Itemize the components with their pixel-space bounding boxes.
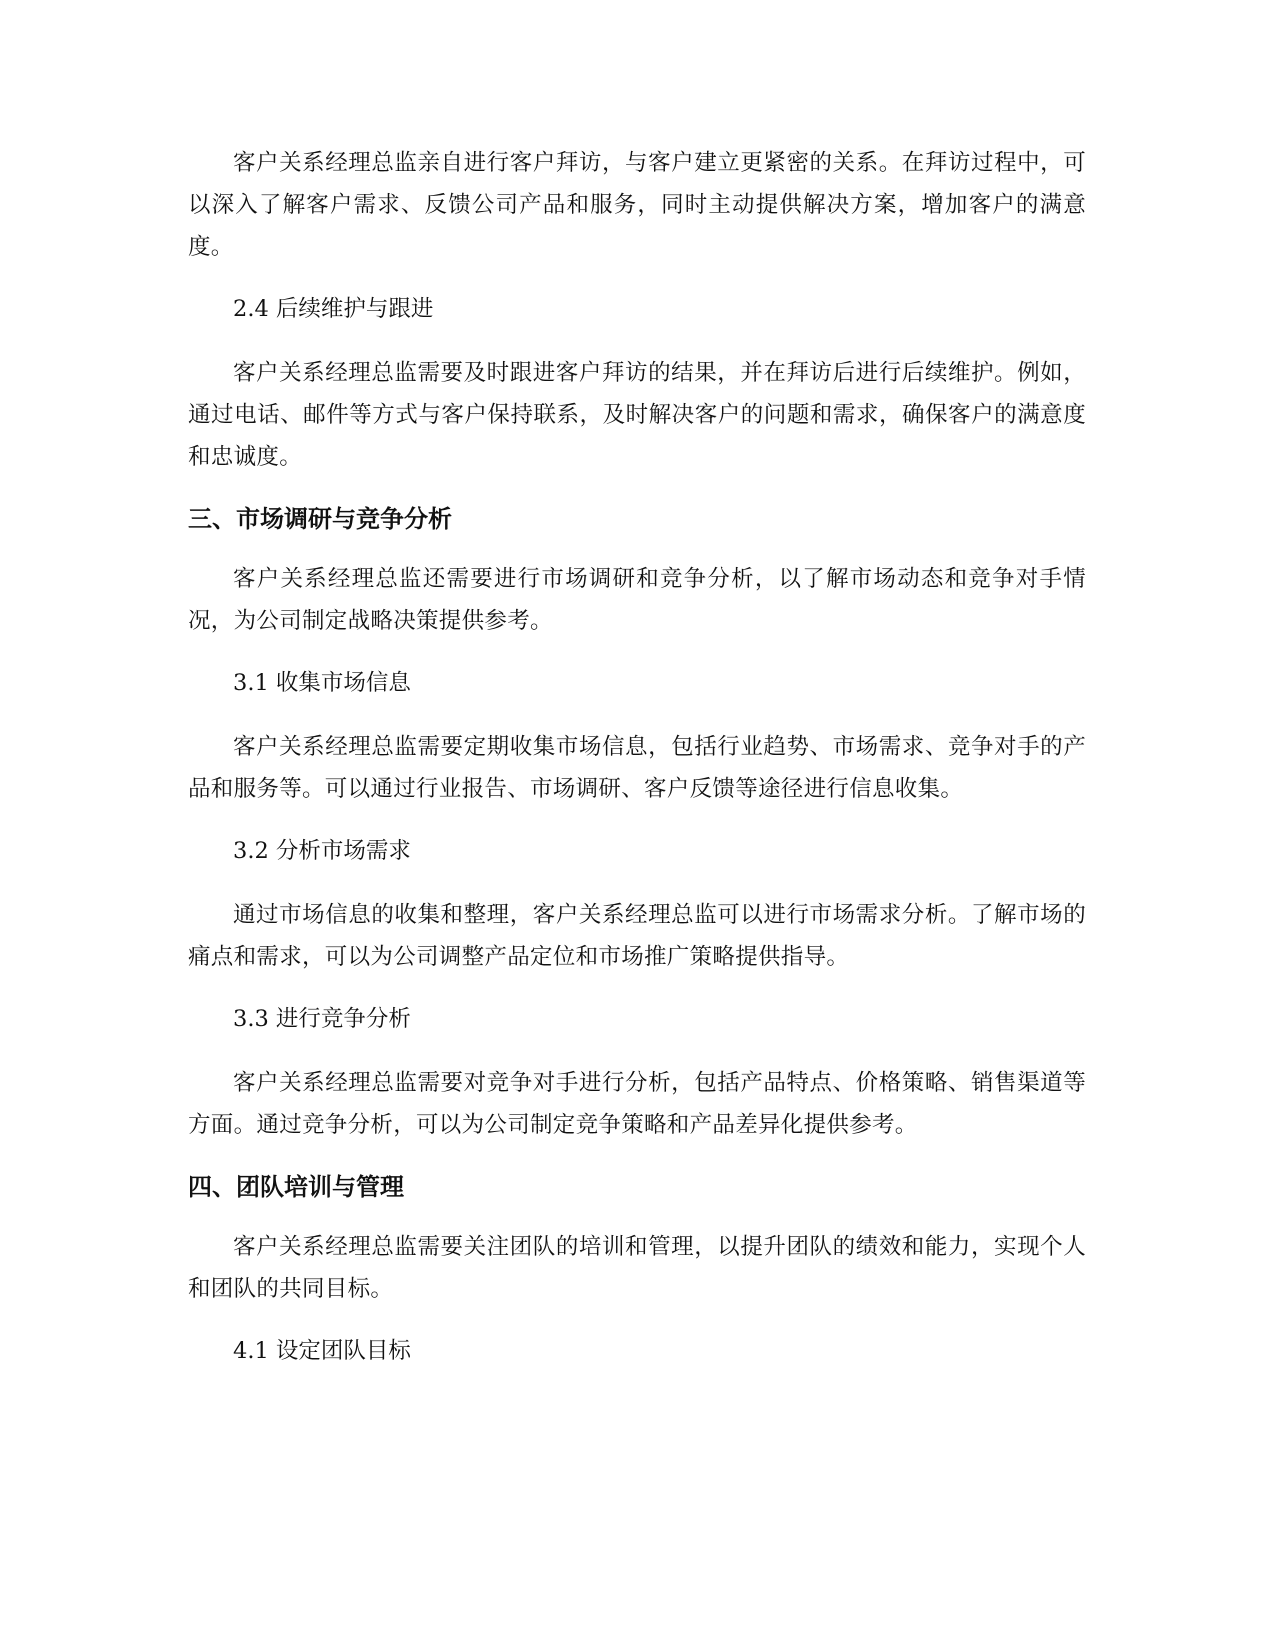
section-heading-4: 四、团队培训与管理	[188, 1173, 404, 1201]
paragraph-competition-analysis: 客户关系经理总监需要对竞争对手进行分析，包括产品特点、价格策略、销售渠道等方面。通过竞争分析，可以为公司制定竞争策略和产品差异化提供参考。	[188, 1070, 1086, 1138]
section-heading-3: 三、市场调研与竞争分析	[188, 505, 452, 533]
paragraph-client-visit: 客户关系经理总监亲自进行客户拜访，与客户建立更紧密的关系。在拜访过程中，可以深入了解客户需求、反馈公司产品和服务，同时主动提供解决方案，增加客户的满意度。	[188, 150, 1086, 260]
subheading-2-4: 2.4 后续维护与跟进	[233, 296, 434, 322]
subheading-3-1: 3.1 收集市场信息	[233, 670, 411, 696]
subheading-3-2: 3.2 分析市场需求	[233, 838, 411, 864]
paragraph-follow-up: 客户关系经理总监需要及时跟进客户拜访的结果，并在拜访后进行后续维护。例如，通过电话、邮件等方式与客户保持联系，及时解决客户的问题和需求，确保客户的满意度和忠诚度。	[188, 360, 1086, 470]
subheading-4-1: 4.1 设定团队目标	[233, 1338, 411, 1364]
document-page	[188, 142, 1086, 1394]
paragraph-collect-info: 客户关系经理总监需要定期收集市场信息，包括行业趋势、市场需求、竞争对手的产品和服务等。可以通过行业报告、市场调研、客户反馈等途径进行信息收集。	[188, 734, 1086, 802]
paragraph-market-intro: 客户关系经理总监还需要进行市场调研和竞争分析，以了解市场动态和竞争对手情况，为公司制定战略决策提供参考。	[188, 566, 1086, 634]
subheading-3-3: 3.3 进行竞争分析	[233, 1006, 411, 1032]
paragraph-demand-analysis: 通过市场信息的收集和整理，客户关系经理总监可以进行市场需求分析。了解市场的痛点和需求，可以为公司调整产品定位和市场推广策略提供指导。	[188, 902, 1086, 970]
paragraph-team-intro: 客户关系经理总监需要关注团队的培训和管理，以提升团队的绩效和能力，实现个人和团队的共同目标。	[188, 1234, 1086, 1302]
